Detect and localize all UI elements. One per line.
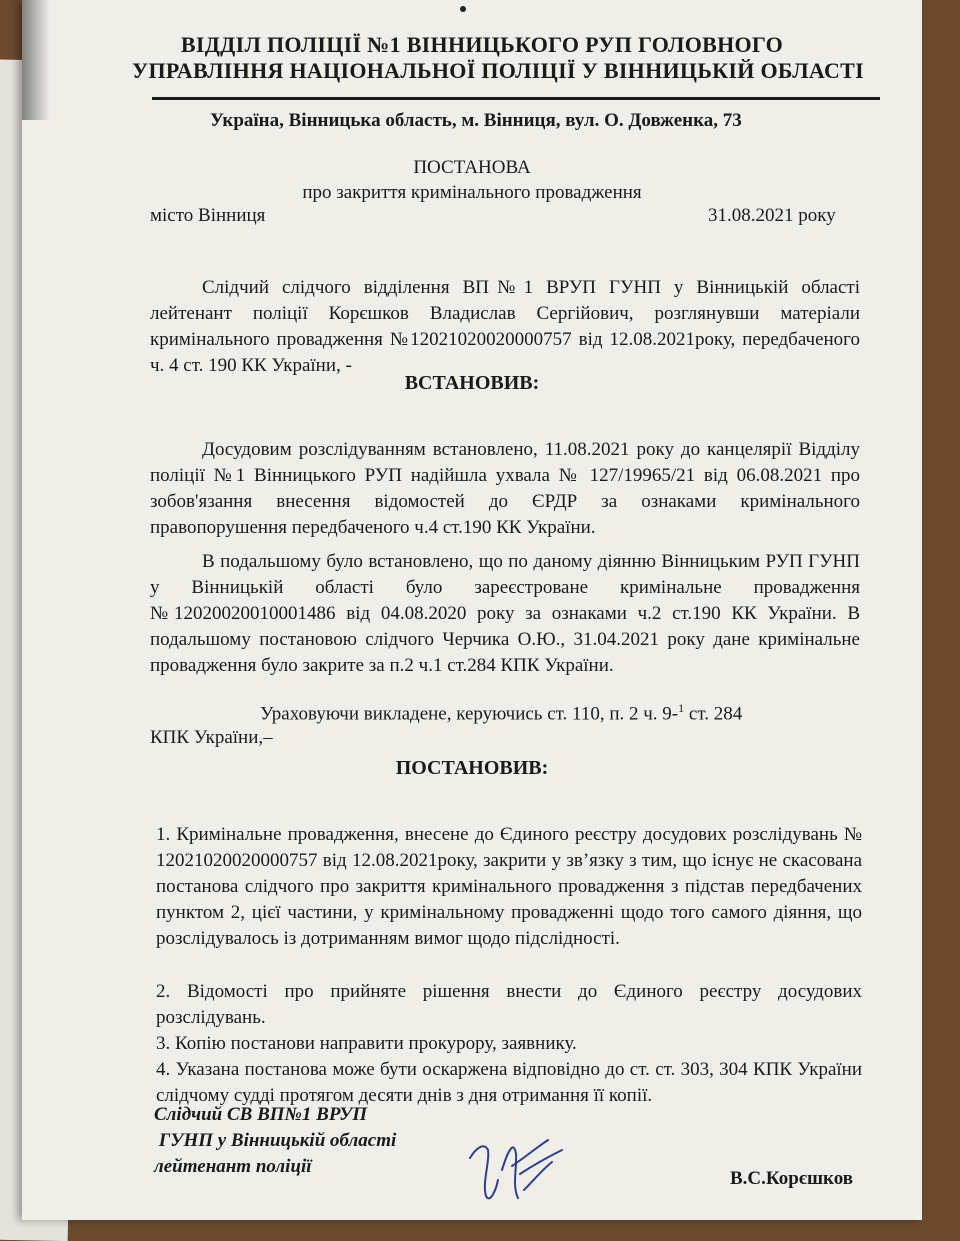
considering-line-1 [260, 701, 742, 725]
document-date: 31.08.2021 року [708, 205, 836, 226]
ink-smudge [22, 0, 50, 120]
intro-paragraph: Слідчий слідчого відділення ВП№1 ВРУП ГУНП у Вінницькій області лейтенант поліції Корєшков Владислав Сергійович, розглянувши матеріали кримінального провадження №12021020020000757 від 12.08.2021року, передбаченого ч. 4 ст. 190 КК України, - [150, 277, 860, 376]
signature-position-2: ГУНП у Вінницькій області [154, 1130, 397, 1151]
established-paragraph-2: В подальшому було встановлено, що по даному діянню Вінницьким РУП ГУНП у Вінницькій області було зареєстроване кримінальне провадження №12020020010001486 від 04.08.2020 року за ознаками ч.2 ст.190 КК України. В подальшому постановою слідчого Черчика О.Ю., 31.04.2021 року дане кримінальне провадження було закрите за п.2 ч.1 ст.284 КПК України. [150, 551, 860, 676]
document-page [22, 0, 922, 1220]
signatory-name: В.С.Корєшков [730, 1168, 854, 1189]
document-city: місто Вінниця [150, 205, 266, 226]
resolved-heading: ПОСТАНОВИВ: [395, 757, 549, 779]
header-address: Україна, Вінницька область, м. Вінниця, вул. О. Довженка, 73 [210, 110, 742, 131]
resolution-item-2: 2. Відомості про прийняте рішення внести до Єдиного реєстру досудових розслідувань. [156, 981, 862, 1028]
handwritten-signature [462, 1130, 572, 1210]
considering-superscript: 1 [678, 701, 685, 715]
document-title: ПОСТАНОВА [413, 157, 531, 178]
header-rule [152, 97, 880, 100]
signature-position-3: лейтенант поліції [154, 1156, 312, 1177]
considering-text: Ураховуючи викладене, керуючись ст. 110, п. 2 ч. 9- [260, 703, 679, 725]
document-subtitle: про закриття кримінального провадження [302, 182, 642, 203]
established-heading: ВСТАНОВИВ: [404, 372, 540, 394]
considering-tail: ст. 284 [684, 703, 743, 725]
resolution-item-1: 1. Кримінальне провадження, внесене до Єдиного реєстру досудових розслідувань № 12021020020000757 від 12.08.2021року, закрити у зв’язку з тим, що існує не скасована постанова слідчого про закриття кримінального провадження з підстав передбачених пунктом 2, цієї частини, у кримінальному провадженні щодо того самого діяння, що розслідувалось із дотриманням вимог щодо підслідності. [156, 824, 862, 949]
resolution-item-4: 4. Указана постанова може бути оскаржена відповідно до ст. ст. 303, 304 КПК України слідчому судді протягом десяти днів з дня отримання її копії. [156, 1059, 862, 1106]
binder-hole-mark [460, 6, 466, 12]
considering-line-2: КПК України,– [150, 727, 273, 748]
signature-position-1: Слідчий СВ ВП№1 ВРУП [154, 1104, 368, 1125]
header-line-2: УПРАВЛІННЯ НАЦІОНАЛЬНОЇ ПОЛІЦІЇ У ВІННИЦЬКІЙ ОБЛАСТІ [132, 58, 865, 83]
header-line-1: ВІДДІЛ ПОЛІЦІЇ №1 ВІННИЦЬКОГО РУП ГОЛОВНОГО [180, 32, 784, 57]
resolution-item-3: 3. Копію постанови направити прокурору, заявнику. [156, 1033, 577, 1054]
established-paragraph-1: Досудовим розслідуванням встановлено, 11.08.2021 року до канцелярії Відділу поліції №1 Вінницького РУП надійшла ухвала № 127/19965/21 від 06.08.2021 про зобов'язання внесення відомостей до ЄРДР за ознаками кримінального правопорушення передбаченого ч.4 ст.190 КК України. [150, 439, 860, 538]
signature-block [154, 1102, 396, 1180]
